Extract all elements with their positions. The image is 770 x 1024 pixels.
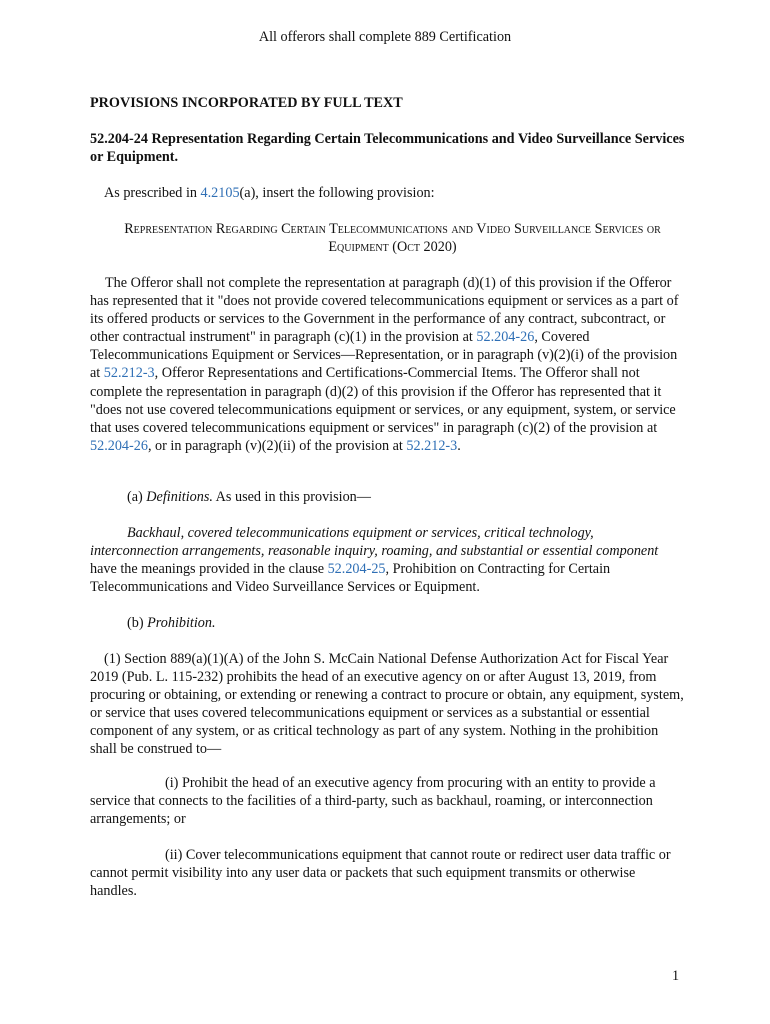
definitions-body — [90, 524, 685, 596]
link-52-204-26-second[interactable]: 52.204-26 — [90, 437, 148, 454]
definitions-text: As used in this provision— — [212, 489, 371, 505]
page-number: 1 — [672, 968, 680, 984]
intro-paragraph — [90, 274, 685, 455]
intro-text-2: , Covered Telecommunications Equipment or Services—Representation, or in paragraph (v)(2)(i) of the provision at — [90, 329, 678, 382]
link-4-2105[interactable]: 4.2105 — [200, 185, 240, 201]
definitions-paragraph — [90, 488, 685, 506]
section-heading: PROVISIONS INCORPORATED BY FULL TEXT — [90, 95, 403, 111]
definitions-label: (a) — [127, 489, 147, 505]
prescribed-text: As prescribed in — [104, 185, 201, 201]
intro-text-1: The Offeror shall not complete the representation at paragraph (d)(1) of this provision if the Offeror has represented that it "does not provide covered telecommunications equipment or services as a part of its offered products or services to the Government in the performance of any contract, subcontract, or other contractual instrument" in paragraph (c)(1) in the provision at — [90, 275, 679, 346]
defined-terms: Backhaul, covered telecommunications equipment or services, critical technology, interconnection arrangements, reasonable inquiry, roaming, and substantial or essential component — [90, 525, 659, 560]
intro-text-4: , or in paragraph (v)(2)(ii) of the provision at — [147, 437, 407, 454]
prescribed-text-end: (a), insert the following provision: — [239, 185, 435, 201]
paragraph-b1-i: (i) Prohibit the head of an executive agency from procuring with an entity to provide a service that connects to the facilities of a third-party, such as backhaul, roaming, or interconnection arrangements; or — [90, 775, 656, 828]
page-header: All offerors shall complete 889 Certification — [258, 29, 512, 45]
prohibition-label: (b) — [127, 615, 148, 631]
definitions-body-text-2: , Prohibition on Contracting for Certain Telecommunications and Video Surveillance Services or Equipment. — [90, 561, 611, 596]
paragraph-b1-ii: (ii) Cover telecommunications equipment that cannot route or redirect user data traffic or cannot permit visibility into any user data or packets that such equipment transmits or otherwise handles. — [90, 847, 671, 900]
prohibition-paragraph — [90, 614, 685, 632]
intro-text-3: , Offeror Representations and Certifications-Commercial Items. The Offeror shall not complete the representation in paragraph (d)(2) of this provision if the Offeror has represented that it "does not use covered telecommunications equipment or services, or any equipment, system, or service that uses covered telecommunications equipment or services" in paragraph (c)(2) of the provision at — [90, 365, 676, 436]
link-52-204-25[interactable]: 52.204-25 — [327, 561, 386, 578]
intro-text-5: . — [457, 437, 461, 454]
definitions-body-text-1: have the meanings provided in the clause — [90, 561, 328, 578]
definitions-term: Definitions. — [146, 489, 213, 505]
prescribed-paragraph — [90, 184, 685, 202]
clause-title: 52.204-24 Representation Regarding Certain Telecommunications and Video Surveillance Services or Equipment. — [90, 131, 685, 166]
paragraph-b1: (1) Section 889(a)(1)(A) of the John S. McCain National Defense Authorization Act for Fiscal Year 2019 (Pub. L. 115-232) prohibits the head of an executive agency on or after August 13, 2019, from procuring or obtaining, or extending or renewing a contract to procure or obtain, any equipment, system, or service that uses covered telecommunications equipment or services as a substantial or essential component of any system, or as critical technology as part of any system. Nothing in the prohibition shall be construed to— — [90, 651, 684, 758]
link-52-212-3[interactable]: 52.212-3 — [103, 365, 155, 382]
link-52-204-26[interactable]: 52.204-26 — [476, 329, 535, 346]
link-52-212-3-second[interactable]: 52.212-3 — [406, 437, 458, 454]
provision-title: Representation Regarding Certain Telecommunications and Video Surveillance Services or Equipment (Oct 2020) — [124, 221, 661, 256]
prohibition-term: Prohibition. — [147, 615, 216, 631]
